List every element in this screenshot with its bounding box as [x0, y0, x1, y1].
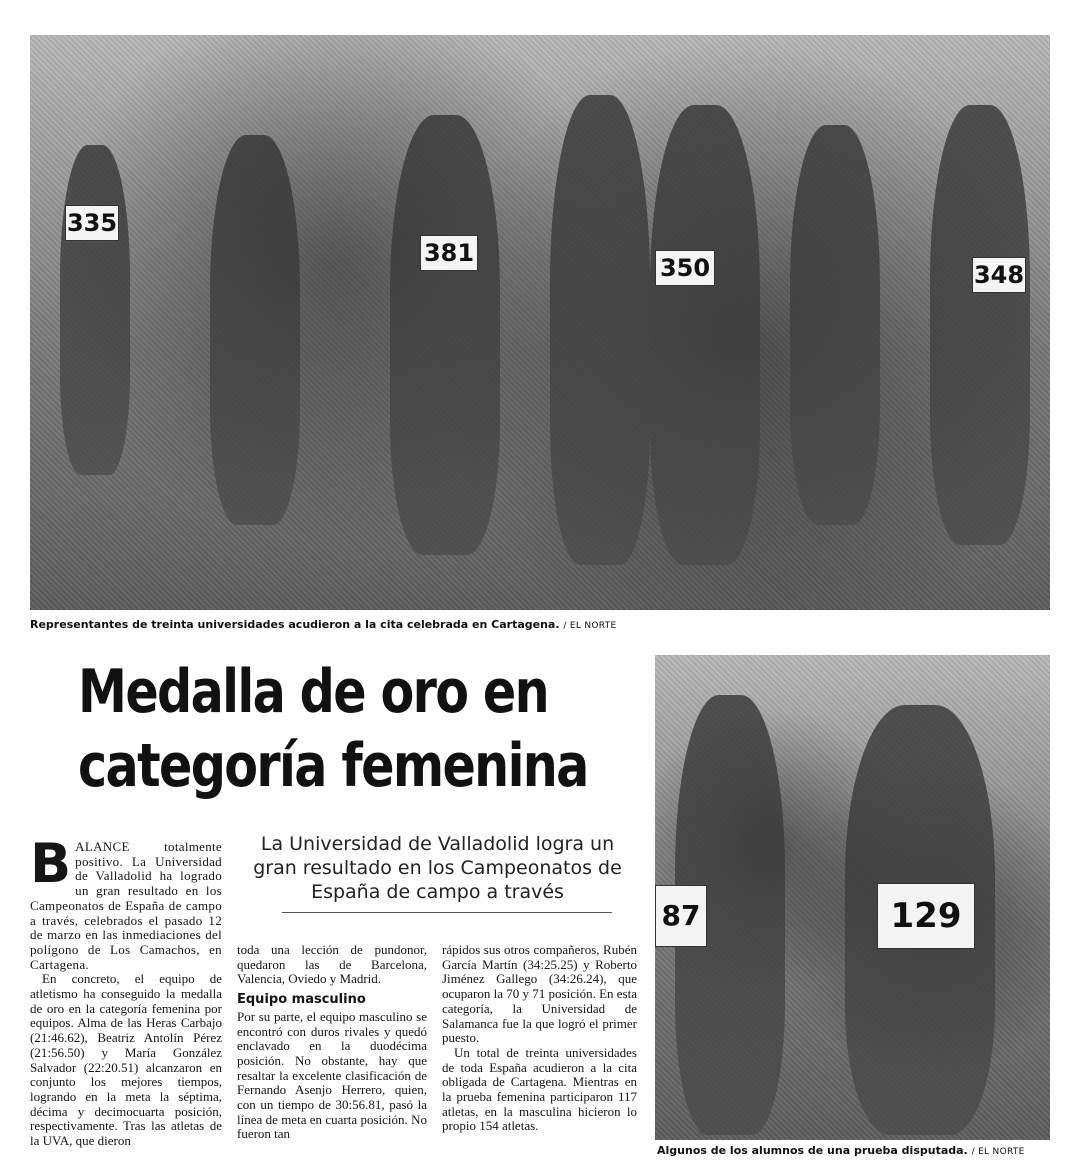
section-heading: Equipo masculino — [237, 992, 366, 1008]
race-bib: 381 — [420, 235, 478, 271]
caption-text: Algunos de los alumnos de una prueba disputada. — [657, 1144, 968, 1157]
caption-text: Representantes de treinta universidades acudieron a la cita celebrada en Cartagena. — [30, 618, 560, 631]
paragraph: rápidos sus otros compañeros, Rubén García Martín (34:25.25) y Roberto Jiménez Gallego (34:26.24), que ocuparon la 70 y 71 posición. En esta categoría, la Universidad de Salamanca fue la que logró el primer puesto. — [442, 942, 637, 1046]
headline — [78, 655, 588, 803]
paragraph: Por su parte, el equipo masculino se encontró con duros rivales y quedó enclavado en la duodécima posición. No obstante, hay que resaltar la excelente clasificación de Fernando Asenjo Herrero, quien, con un tiempo de 30:56.81, pasó la línea de meta en cuarta posición. No fueron tan — [237, 1008, 427, 1142]
side-photo-caption — [657, 1144, 1025, 1157]
paragraph: toda una lección de pundonor, quedaron las de Barcelona, Valencia, Oviedo y Madrid. — [237, 942, 427, 987]
headline-line-2: categoría femenina — [78, 731, 588, 801]
article-column-1 — [30, 832, 222, 1149]
runner-figure — [650, 105, 760, 565]
paragraph: En concreto, el equipo de atletismo ha conseguido la medalla de oro en la categoría femenina por equipos. Alma de las Heras Carbajo (21:46.62), Beatriz Antolín Pérez (21:56.50) y María González Salvador (22:20.51) alcanzaron en conjunto los mejores tiempos, logrando en la meta la séptima, décima y decimocuarta posición, respectivamente. Tras las atletas de la UVA, que dieron — [30, 971, 222, 1149]
top-photo-caption — [30, 618, 616, 631]
runner-figure — [390, 115, 500, 555]
runner-figure — [790, 125, 880, 525]
article-column-3 — [442, 943, 637, 1134]
photo-credit: / EL NORTE — [971, 1147, 1025, 1157]
paragraph: Un total de treinta universidades de toda España acudieron a la cita obligada de Cartagena. Mientras en la prueba femenina participaron 117 atletas, en la masculina hicieron lo propio 154 atletas. — [442, 1044, 637, 1134]
drop-cap: B — [30, 832, 72, 895]
runner-figure — [550, 95, 650, 565]
runner-figure — [930, 105, 1030, 545]
article-column-2 — [237, 943, 427, 1142]
divider — [282, 912, 612, 913]
photo-credit: / EL NORTE — [563, 621, 617, 631]
race-bib: 335 — [65, 205, 119, 241]
race-bib: 350 — [655, 250, 715, 286]
headline-line-1: Medalla de oro en — [78, 657, 549, 727]
side-photo — [655, 655, 1050, 1140]
subheadline: La Universidad de Valladolid logra un gran resultado en los Campeonatos de España de campo a través — [253, 833, 622, 903]
race-bib: 129 — [877, 883, 975, 949]
top-photo — [30, 35, 1050, 610]
runner-figure — [210, 135, 300, 525]
runner-figure — [60, 145, 130, 475]
race-bib: 87 — [655, 885, 707, 947]
paragraph-text: ALANCE totalmente positivo. La Universidad de Valladolid ha logrado un gran resultado en los Campeonatos de España de campo a través, celebrados el pasado 12 de marzo en las inmediaciones del polígono de Los Camachos, en Cartagena. — [30, 839, 222, 972]
paragraph — [30, 832, 222, 972]
race-bib: 348 — [972, 257, 1026, 293]
